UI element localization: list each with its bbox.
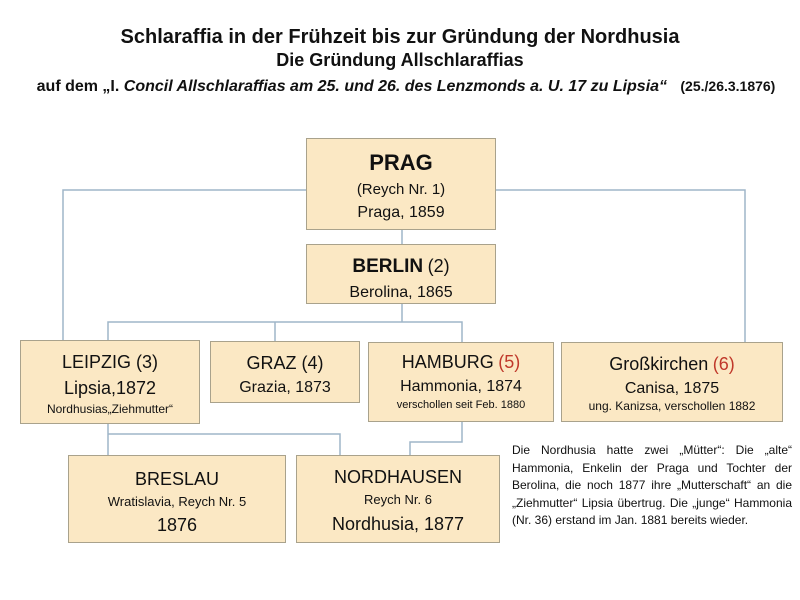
box-prag bbox=[306, 138, 496, 230]
graz-name: GRAZ (4) bbox=[246, 353, 324, 373]
title-line3-prefix: auf dem „I. bbox=[36, 78, 124, 95]
title-line3-italic2: Lipsia“ bbox=[612, 78, 668, 95]
hamburg-num: (5) bbox=[498, 352, 521, 372]
berlin-city: Berolina, 1865 bbox=[349, 283, 453, 301]
grosskirchen-city: Canisa, 1875 bbox=[624, 380, 720, 397]
hamburg-name: HAMBURG bbox=[401, 352, 494, 372]
berlin-num: (2) bbox=[427, 256, 450, 276]
line-hamburg-nordhausen bbox=[410, 422, 462, 455]
leipzig-note: Nordhusias„Ziehmutter“ bbox=[46, 402, 174, 416]
breslau-name: BRESLAU bbox=[134, 469, 220, 489]
side-note: Die Nordhusia hatte zwei „Mütter“: Die „alte“ Hammonia, Enkelin der Praga und Tochter der Berolina, die noch 1877 ihre „Mutterschaft“ an die „Ziehmutter“ Lipsia übertrug. Die „junge“ Hammonia (Nr. 36) erstand im Jan. 1881 bereits wieder. bbox=[512, 443, 792, 527]
box-breslau bbox=[68, 455, 286, 543]
box-grosskirchen bbox=[561, 342, 783, 422]
berlin-name: BERLIN bbox=[352, 256, 424, 277]
prag-name: PRAG bbox=[369, 150, 433, 175]
nordhausen-name: NORDHAUSEN bbox=[333, 467, 462, 487]
box-nordhausen bbox=[296, 455, 500, 543]
breslau-year: 1876 bbox=[156, 514, 198, 535]
hamburg-city: Hammonia, 1874 bbox=[400, 378, 522, 395]
prag-reych: (Reych Nr. 1) bbox=[356, 180, 446, 198]
leipzig-city: Lipsia,1872 bbox=[63, 377, 157, 398]
line-berlin-bus bbox=[108, 322, 462, 342]
box-hamburg bbox=[368, 342, 554, 422]
line-leipzig-nordhausen bbox=[108, 434, 340, 455]
line-prag-grosskirchen bbox=[494, 190, 745, 342]
hamburg-note: verschollen seit Feb. 1880 bbox=[396, 399, 526, 411]
title-line-2: Die Gründung Allschlaraffias bbox=[276, 50, 524, 70]
title-line3-italic: Concil Allschlaraffias bbox=[123, 78, 286, 95]
box-berlin bbox=[306, 244, 496, 304]
box-leipzig bbox=[20, 340, 200, 424]
title-line3-mid: am 25. und 26. des Lenzmonds a. U. 17 zu bbox=[285, 78, 613, 95]
grosskirchen-name: Großkirchen bbox=[609, 354, 709, 374]
leipzig-name: LEIPZIG (3) bbox=[61, 352, 159, 372]
title-line3-date: (25./26.3.1876) bbox=[680, 78, 776, 94]
graz-city: Grazia, 1873 bbox=[239, 378, 331, 396]
grosskirchen-num: (6) bbox=[712, 354, 735, 374]
grosskirchen-note: ung. Kanizsa, verschollen 1882 bbox=[588, 399, 756, 413]
breslau-reych: Wratislavia, Reych Nr. 5 bbox=[107, 493, 247, 509]
box-graz bbox=[210, 341, 360, 403]
title-line-1: Schlaraffia in der Frühzeit bis zur Gründung der Nordhusia bbox=[120, 26, 680, 48]
nordhausen-reych: Reych Nr. 6 bbox=[364, 491, 432, 507]
prag-city: Praga, 1859 bbox=[357, 204, 445, 222]
nordhausen-city: Nordhusia, 1877 bbox=[331, 513, 465, 534]
line-prag-leipzig bbox=[63, 190, 306, 340]
